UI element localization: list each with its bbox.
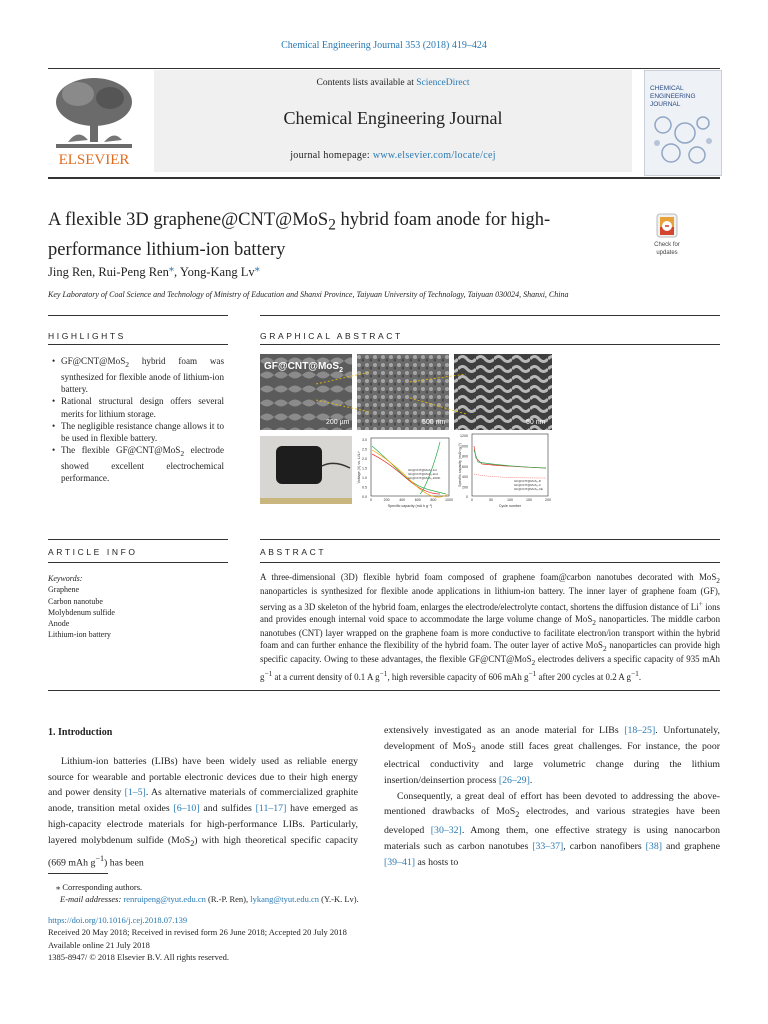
cover-title-line: JOURNAL <box>650 101 681 108</box>
intro-column-1 <box>48 754 358 871</box>
contents-prefix: Contents lists available at <box>316 78 417 88</box>
highlight-item: • GF@CNT@MoS$_2$ hybrid foam was synthesized for flexible anode of lithium-ion battery. <box>52 355 224 395</box>
intro-column-2 <box>384 723 720 870</box>
highlights-heading: HIGHLIGHTS <box>48 331 126 341</box>
footnote-rule <box>48 873 108 874</box>
article-info-heading-rule <box>48 562 228 563</box>
homepage-prefix: journal homepage: <box>290 150 373 161</box>
svg-text:200: 200 <box>383 498 390 502</box>
highlights-rule <box>48 315 228 316</box>
abstract-heading: ABSTRACT <box>260 547 327 557</box>
affiliation: Key Laboratory of Coal Science and Technology of Ministry of Education and Shanxi Province, Taiyuan University of Technology, Taiyuan 030024, Shanxi, China <box>48 290 569 299</box>
keyword: Molybdenum sulfide <box>48 607 115 617</box>
graphical-abstract-figure <box>260 354 552 530</box>
abstract-heading-rule <box>260 562 720 563</box>
highlight-item: • The flexible GF@CNT@MoS$_2$ electrode showed excellent electrochemical performance. <box>52 444 224 484</box>
svg-text:0: 0 <box>471 498 473 502</box>
svg-text:0.5: 0.5 <box>362 485 367 490</box>
svg-text:GF@CNT@MoS₂-1st: GF@CNT@MoS₂-1st <box>408 468 437 472</box>
email-owner: (Y.-K. Lv). <box>318 893 359 904</box>
intro-paragraph: Consequently, a great deal of effort has been devoted to addressing the above-mentioned drawbacks of MoS$_2$ electrodes, and various strategies have been developed [30–32]. Among them, one effective strategy is using nanocarbon materials such as carbon nanotubes [33–37], carbon nanofibers [38] and graphene [39–41] as hosts to <box>384 790 721 868</box>
keyword: Carbon nanotube <box>48 596 103 606</box>
svg-text:0: 0 <box>370 498 372 502</box>
author-list: Jing Ren, Rui-Peng Ren⁎, Yong-Kang Lv⁎ <box>48 263 260 280</box>
svg-text:200: 200 <box>545 498 551 502</box>
svg-text:GF@CNT@MoS₂-2nd: GF@CNT@MoS₂-2nd <box>408 472 438 476</box>
journal-title: Chemical Engineering Journal <box>283 108 503 128</box>
svg-text:1.0: 1.0 <box>362 476 367 480</box>
copyright: 1385-8947/ © 2018 Elsevier B.V. All rights reserved. <box>48 951 230 962</box>
svg-text:0: 0 <box>466 495 468 499</box>
svg-text:GF@CNT@MoS₂-CE: GF@CNT@MoS₂-CE <box>514 487 543 491</box>
keyword: Anode <box>48 619 70 629</box>
article-metadata <box>48 914 347 963</box>
badge-text-line: Check for <box>654 242 680 248</box>
svg-text:1200: 1200 <box>460 434 468 438</box>
doi-link[interactable]: https://doi.org/10.1016/j.cej.2018.07.139 <box>48 915 188 925</box>
svg-text:150: 150 <box>526 498 532 502</box>
graphical-abstract-heading: GRAPHICAL ABSTRACT <box>260 331 403 341</box>
graphical-abstract-rule <box>260 315 720 316</box>
publisher-wordmark: ELSEVIER <box>58 152 130 168</box>
svg-text:GF@CNT@MoS₂-D: GF@CNT@MoS₂-D <box>514 479 541 483</box>
svg-text:800: 800 <box>462 454 468 459</box>
svg-text:100: 100 <box>507 498 513 502</box>
email-note <box>48 894 359 906</box>
svg-text:1.5: 1.5 <box>362 466 367 471</box>
cover-title-line: ENGINEERING <box>650 93 696 100</box>
svg-text:2.5: 2.5 <box>362 447 367 452</box>
email-link[interactable]: lykang@tyut.edu.cn <box>250 893 319 904</box>
keywords-label: Keywords: <box>48 574 83 583</box>
highlights-list <box>52 355 224 485</box>
svg-text:Cycle number: Cycle number <box>498 504 522 508</box>
abstract-text: A three-dimensional (3D) flexible hybrid foam composed of graphene foam@carbon nanotubes decorated with MoS$_2$ nanoparticles is synthesized for flexible anode applications in lithium-ion battery. The inner layer of graphene foam (GF), serving as a 3D skeleton of the hybrid foam, enlarges the electrode/electrolyte contact, shortens the diffusion distance of Li+ ions and provides enough internal void space to accommodate the large volume change of MoS$_2$ nanoparticles. The middle carbon nanotubes (CNT) layer wrapped on the graphene foam is more conductive to facilitate electron/ion transport within the hybrid foam and can further enhance the flexibility of the hybrid foam. The outer layer of active MoS$_2$ nanoparticles can provide high specific capacity. Owing to these advantages, the flexible GF@CNT@MoS$_2$ electrodes delivers a specific capacity of 935 mAh $g^{-1}$ at a current density of 0.1 A $g^{-1}$, high reversible capacity of 606 mAh $g^{-1}$ after 200 cycles at 0.2 A $g^{-1}$. <box>260 572 721 683</box>
keyword: Lithium-ion battery <box>48 630 111 640</box>
highlights-heading-rule <box>48 344 228 345</box>
svg-text:GF@CNT@MoS₂-C: GF@CNT@MoS₂-C <box>514 483 541 487</box>
available-online: Available online 21 July 2018 <box>48 939 150 950</box>
badge-text-line: updates <box>656 250 678 256</box>
svg-text:2.0: 2.0 <box>362 457 367 461</box>
abstract-rule <box>260 539 720 540</box>
check-updates-icon <box>648 213 686 259</box>
scale-bar-label: 50 nm <box>526 419 546 426</box>
highlight-item: • Rational structural design offers several merits for lithium storage. <box>52 395 224 419</box>
keywords-block <box>48 573 115 641</box>
voltage-profile-chart <box>357 438 453 508</box>
introduction-heading: 1. Introduction <box>48 727 113 738</box>
email-owner: (R.-P. Ren), <box>205 893 251 904</box>
keyword: Graphene <box>48 585 80 595</box>
intro-paragraph: Lithium-ion batteries (LIBs) have been widely used as reliable energy source for wearable and portable electronic devices due to their high energy and power density [1–5]. As alternative materials of commercialized graphite anode, transition metal oxides [6–10] and sulfides [11–17] have emerged as high-capacity electrode materials for high-performance LIBs. Particularly, layered molybdenum sulfide (MoS$_2$) with high theoretical specific capacity (669 mAh $g^{-1}$) has been <box>48 756 358 869</box>
svg-text:1000: 1000 <box>445 498 453 502</box>
svg-text:GF@CNT@MoS₂-100th: GF@CNT@MoS₂-100th <box>408 476 441 480</box>
svg-text:800: 800 <box>430 498 437 502</box>
article-title: A flexible 3D graphene@CNT@MoS$_2$ hybrid foam anode for high-performance lithium-ion battery <box>48 210 551 260</box>
corresponding-note: ⁎ Corresponding authors. <box>56 882 143 892</box>
email-link[interactable]: renruipeng@tyut.edu.cn <box>123 893 206 904</box>
svg-text:400: 400 <box>462 475 468 480</box>
intro-paragraph: extensively investigated as an anode material for LIBs [18–25]. Unfortunately, development of MoS$_2$ anode still faces great challenges. For instance, the poor electrical conductivity and large volumetric change during the lithium insertion/deinsertion process [26–29]. <box>384 725 720 787</box>
svg-text:Specific capacity (mA h g⁻¹): Specific capacity (mA h g⁻¹) <box>387 504 433 508</box>
journal-homepage <box>154 150 632 161</box>
svg-text:600: 600 <box>414 498 421 502</box>
journal-cover-thumbnail[interactable] <box>644 70 722 176</box>
check-for-updates-badge[interactable] <box>648 213 686 259</box>
svg-text:400: 400 <box>399 498 406 502</box>
svg-text:Voltage (V) vs. Li/Li⁺: Voltage (V) vs. Li/Li⁺ <box>357 450 361 484</box>
graphical-abstract-heading-rule <box>260 344 720 345</box>
article-info-rule <box>48 539 228 540</box>
svg-text:0.0: 0.0 <box>362 495 367 499</box>
highlight-item: • The negligible resistance change allows it to be used in flexible battery. <box>52 420 224 444</box>
sem-label: GF@CNT@MoS$_2$ <box>264 361 343 374</box>
footnotes <box>48 882 359 905</box>
elsevier-logo[interactable] <box>48 72 140 168</box>
header-top-rule <box>48 68 720 69</box>
svg-text:50: 50 <box>489 498 493 502</box>
received-dates: Received 20 May 2018; Received in revised form 26 June 2018; Accepted 20 July 2018 <box>48 927 347 938</box>
contents-line <box>154 78 632 88</box>
svg-text:1000: 1000 <box>460 444 468 449</box>
abstract-end-rule <box>48 690 720 691</box>
sciencedirect-link[interactable]: ScienceDirect <box>416 78 470 88</box>
header-bottom-rule <box>48 177 720 179</box>
cycling-performance-chart <box>458 434 551 508</box>
svg-text:Specific capacity (mAh g⁻¹): Specific capacity (mAh g⁻¹) <box>458 443 462 487</box>
scale-bar-label: 200 µm <box>326 419 350 426</box>
svg-text:600: 600 <box>462 464 468 469</box>
email-label: E-mail addresses: <box>60 893 124 904</box>
article-info-heading: ARTICLE INFO <box>48 547 138 557</box>
cover-title <box>650 85 696 109</box>
elsevier-tree-icon <box>48 72 140 168</box>
cover-title-line: CHEMICAL <box>650 85 684 92</box>
journal-reference[interactable]: Chemical Engineering Journal 353 (2018) 419–424 <box>281 40 487 51</box>
homepage-link[interactable]: www.elsevier.com/locate/cej <box>372 150 496 161</box>
svg-text:3.0: 3.0 <box>362 438 367 442</box>
svg-text:200: 200 <box>462 485 468 490</box>
graphical-abstract-svg <box>260 354 552 530</box>
cover-artwork <box>651 113 715 169</box>
scale-bar-label: 500 nm <box>422 419 446 426</box>
